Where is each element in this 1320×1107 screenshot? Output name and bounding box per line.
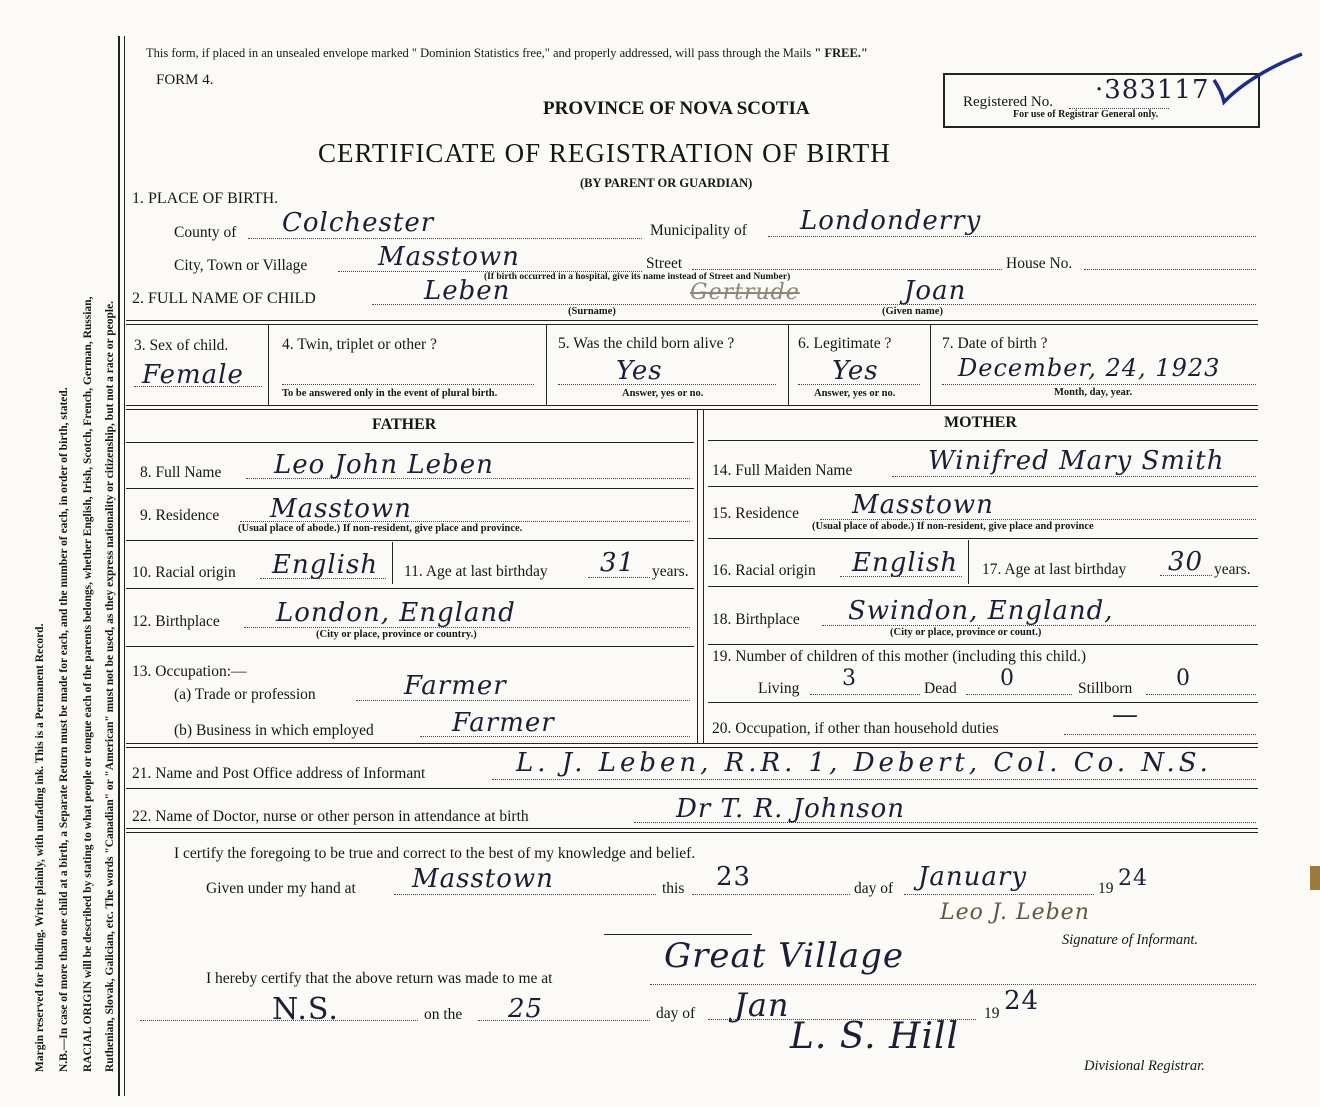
mother-age-value: 30 [1168, 547, 1204, 577]
alive-value: Yes [616, 356, 663, 386]
page-title: CERTIFICATE OF REGISTRATION OF BIRTH [318, 138, 891, 168]
province-heading: PROVINCE OF NOVA SCOTIA [543, 98, 810, 119]
child-surname: Leben [424, 276, 511, 306]
informant-signature: Leo J. Leben [940, 900, 1090, 925]
mother-name-label: 14. Full Maiden Name [712, 462, 853, 479]
registrar-statement: I hereby certify that the above return was made to me at [206, 970, 553, 987]
father-business-label: (b) Business in which employed [174, 722, 374, 739]
dob-value: December, 24, 1923 [958, 354, 1221, 382]
child-given-name: Joan [904, 276, 967, 306]
mother-birthplace-value: Swindon, England, [848, 596, 1114, 626]
legit-note: Answer, yes or no. [814, 388, 896, 399]
living-value: 3 [842, 666, 857, 691]
mother-occupation-value: — [1112, 700, 1139, 730]
margin-note-binding: Margin reserved for binding. Write plainly, with unfading ink. This is a Permanent Record. [34, 623, 46, 1072]
mother-age-unit: years. [1214, 561, 1251, 578]
stillborn-label: Stillborn [1078, 680, 1133, 697]
mother-residence-label: 15. Residence [712, 505, 799, 522]
county-value: Colchester [282, 208, 435, 238]
binding-rule-2 [124, 36, 125, 1096]
doctor-value: Dr T. R. Johnson [676, 794, 906, 824]
registrar-year-value: 24 [1004, 986, 1040, 1016]
form-number: FORM 4. [156, 72, 214, 88]
municipality-value: Londonderry [800, 206, 982, 236]
father-birthplace-note: (City or place, province or country.) [316, 629, 477, 640]
father-trade-value: Farmer [404, 671, 507, 701]
father-age-label: 11. Age at last birthday [404, 563, 548, 580]
dead-label: Dead [924, 680, 957, 697]
dead-value: 0 [1000, 666, 1015, 691]
given-caption: (Given name) [882, 306, 943, 317]
registrar-signature: L. S. Hill [790, 1016, 959, 1057]
binding-rule [118, 36, 120, 1096]
margin-note-racial: RACIAL ORIGIN will be described by stating to what people or tongue each of the parents belongs, whether English, Irish, Scotch, French, German, Russian, [82, 296, 94, 1072]
father-residence-note: (Usual place of abode.) If non-resident, give place and province. [238, 523, 523, 534]
stillborn-value: 0 [1176, 666, 1191, 691]
registered-note: For use of Registrar General only. [1013, 109, 1159, 120]
registrar-dayof-label: day of [656, 1005, 696, 1022]
cert-year-value: 24 [1118, 866, 1148, 891]
mother-race-label: 16. Racial origin [712, 562, 816, 579]
father-age-unit: years. [652, 563, 689, 580]
cert-day-value: 23 [716, 862, 752, 892]
county-label: County of [174, 224, 237, 241]
father-birthplace-label: 12. Birthplace [132, 613, 220, 630]
living-label: Living [758, 680, 800, 697]
sex-label: 3. Sex of child. [134, 337, 229, 354]
registrar-province: N.S. [272, 992, 339, 1027]
mother-race-value: English [852, 548, 959, 578]
mother-heading: MOTHER [944, 414, 1017, 431]
given-place: Masstown [412, 864, 554, 894]
registrar-place: Great Village [664, 936, 905, 976]
mother-birthplace-label: 18. Birthplace [712, 611, 800, 628]
given-label: Given under my hand at [206, 880, 356, 897]
alive-label: 5. Was the child born alive ? [558, 335, 735, 352]
father-name-value: Leo John Leben [274, 450, 494, 480]
mother-birthplace-note: (City or place, province or count.) [890, 627, 1042, 638]
father-race-value: English [272, 550, 379, 580]
cert-month-value: January [918, 862, 1028, 892]
legit-label: 6. Legitimate ? [798, 335, 892, 352]
margin-note-racial-2: Ruthenian, Slovak, Galician, etc. The words "Canadian" or "American" must not be used, as they express nationality or citizenship, but not a race or people. [104, 300, 116, 1072]
twin-note: To be answered only in the event of plural birth. [282, 388, 498, 399]
this-label: this [662, 880, 685, 897]
doctor-label: 22. Name of Doctor, nurse or other person in attendance at birth [132, 808, 529, 825]
registrar-year-prefix: 19 [984, 1005, 1000, 1022]
registrar-month-value: Jan [734, 986, 790, 1024]
mother-name-value: Winifred Mary Smith [928, 446, 1225, 476]
page-subtitle: (BY PARENT OR GUARDIAN) [580, 176, 753, 190]
dob-note: Month, day, year. [1054, 387, 1133, 398]
checkmark-icon [1210, 50, 1305, 110]
place-heading: 1. PLACE OF BIRTH. [132, 190, 279, 207]
alive-note: Answer, yes or no. [622, 388, 704, 399]
father-age-value: 31 [600, 548, 636, 578]
margin-note-nb: N.B.—In case of more than one child at a birth, a Separate Return must be made for each, and the number of each, in order of birth, stated. [58, 387, 70, 1072]
municipality-label: Municipality of [650, 222, 747, 239]
paper-mark [1310, 866, 1320, 890]
sex-value: Female [142, 360, 244, 390]
father-name-label: 8. Full Name [140, 464, 222, 481]
father-residence-value: Masstown [270, 494, 412, 524]
mother-children-label: 19. Number of children of this mother (including this child.) [712, 648, 1087, 665]
hospital-note: (If birth occurred in a hospital, give its name instead of Street and Number) [484, 272, 791, 282]
registered-number: ·383117 [1095, 75, 1210, 105]
father-heading: FATHER [372, 416, 437, 433]
mother-residence-note: (Usual place of abode.) If non-resident, give place and province [812, 521, 1094, 532]
father-birthplace-value: London, England [276, 598, 516, 628]
registered-label: Registered No. [963, 94, 1053, 110]
city-label: City, Town or Village [174, 257, 308, 274]
child-crossed-name: Gertrude [690, 280, 800, 305]
mail-notice: This form, if placed in an unsealed envelope marked " Dominion Statistics free," and properly addressed, will pass through the Mails " FREE." [146, 46, 868, 60]
surname-caption: (Surname) [568, 306, 616, 317]
dayof-label: day of [854, 880, 894, 897]
father-trade-label: (a) Trade or profession [174, 686, 316, 703]
house-label: House No. [1006, 255, 1073, 272]
twin-label: 4. Twin, triplet or other ? [282, 336, 437, 353]
legit-value: Yes [832, 356, 879, 386]
certify-statement: I certify the foregoing to be true and correct to the best of my knowledge and belief. [174, 845, 696, 862]
registrar-caption: Divisional Registrar. [1084, 1058, 1205, 1074]
mother-occupation-label: 20. Occupation, if other than household duties [712, 720, 999, 737]
registrar-day-value: 25 [508, 994, 544, 1024]
street-label: Street [646, 255, 683, 272]
father-race-label: 10. Racial origin [132, 564, 236, 581]
city-value: Masstown [378, 242, 520, 272]
onthe-label: on the [424, 1006, 463, 1023]
mother-residence-value: Masstown [852, 490, 994, 520]
informant-label: 21. Name and Post Office address of Informant [132, 765, 426, 782]
mother-age-label: 17. Age at last birthday [982, 561, 1127, 578]
father-residence-label: 9. Residence [140, 507, 220, 524]
cert-year-prefix: 19 [1098, 880, 1114, 897]
informant-value: L. J. Leben, R.R. 1, Debert, Col. Co. N.S. [516, 748, 1212, 778]
signature-caption: Signature of Informant. [1062, 932, 1199, 948]
child-name-label: 2. FULL NAME OF CHILD [132, 290, 316, 307]
father-occupation-label: 13. Occupation:— [132, 663, 247, 680]
dob-label: 7. Date of birth ? [942, 335, 1048, 352]
father-business-value: Farmer [452, 708, 555, 738]
